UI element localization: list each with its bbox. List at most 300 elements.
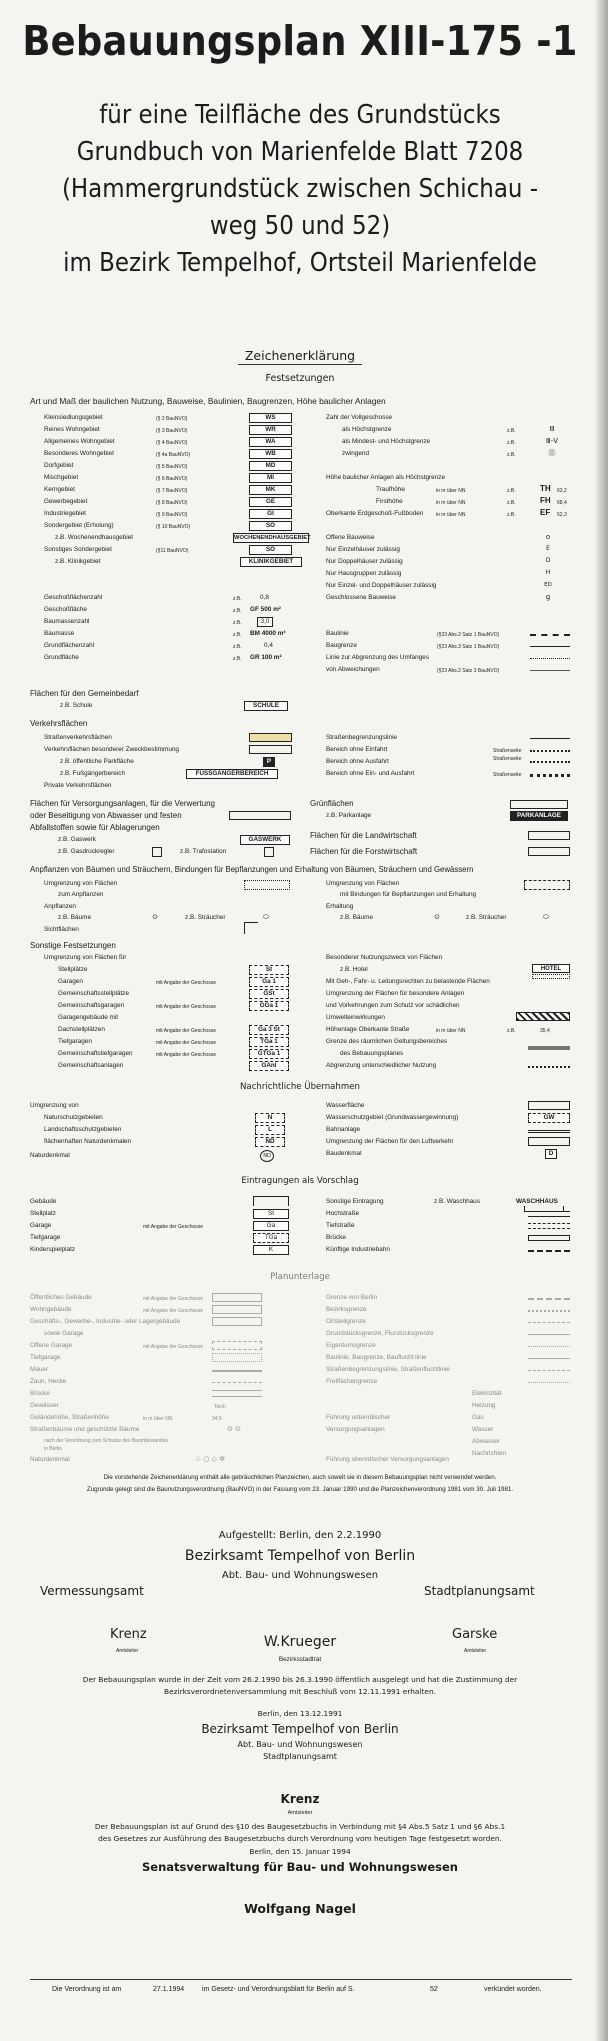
bindung-swatch [524, 880, 570, 890]
pu-left: Geländehöhe, Straßenhöhe [30, 1414, 109, 1421]
sonstige-note: mit Angabe der Geschosse [156, 1004, 217, 1010]
vorschlag-code: K [253, 1245, 289, 1255]
umwelt-swatch [516, 1012, 570, 1021]
sicht-label: Sichtflächen [44, 926, 79, 933]
nachricht-code: N [255, 1113, 285, 1123]
verkehr-item: z.B. Fußgängerbereich [60, 770, 126, 777]
pu-line [528, 1370, 570, 1371]
baugrenze-label: Baugrenze [326, 642, 357, 649]
verkehr-item: Verkehrsflächen besonderer Zweckbestimmung [44, 746, 179, 753]
vorschlag-left: Stellplatz [30, 1210, 56, 1217]
abgrenzung-line [528, 1066, 570, 1068]
parkanlage-box: PARKANLAGE [510, 811, 568, 821]
gasdruck-label: z.B. Gasdruckregler [58, 848, 115, 855]
pu-left: Offene Garage [30, 1342, 73, 1349]
sonstige-note: mit Angabe der Geschosse [156, 980, 217, 986]
hoehe-value: 52,3 [557, 512, 567, 518]
bahnanlage-line [528, 1130, 570, 1133]
nachricht-code: L [255, 1125, 285, 1135]
pu-line [528, 1346, 570, 1347]
versorgung-head: Abfallstoffen sowie für Ablagerungen [30, 823, 160, 832]
art-ref: (§ 4 BauNVO) [156, 440, 188, 446]
pu-right: Ortsteilgrenze [326, 1318, 366, 1325]
senatsverwaltung: Senatsverwaltung für Bau- und Wohnungswesen [142, 1860, 458, 1874]
art-code: WS [249, 413, 292, 423]
legend-title: Zeichenerklärung [244, 348, 356, 363]
art-code: MI [249, 473, 292, 483]
landwirtschaft-label: Flächen für die Landwirtschaft [310, 831, 417, 840]
ohne-ein-ausfahrt-line [530, 774, 570, 777]
note-2: Zugrunde gelegt sind die Baunutzungsverordnung (BauNVO) in der Fassung vom 23. Januar 1990 und die Planzeichenverordnung 1981 vom 30. Juli 1981. [86, 1486, 514, 1493]
pu-left: Brücke [30, 1390, 50, 1397]
aufgestellt: Aufgestellt: Berlin, den 2.2.1990 [218, 1530, 382, 1541]
verkehr-right: Bereich ohne Ausfahrt [326, 758, 389, 765]
pu-right: Versorgungsanlagen [326, 1426, 385, 1433]
schule-box: SCHULE [244, 701, 288, 711]
art-label: Dorfgebiet [44, 462, 74, 469]
footer-page: 52 [430, 1986, 438, 1993]
art-label: Allgemeines Wohngebiet [44, 438, 115, 445]
hoehe-code: FH [540, 496, 551, 505]
pu-vers: Elektrizität [472, 1390, 502, 1397]
hoehe-value: 68,4 [557, 500, 567, 506]
art-ref: (§ 4a BauNVO) [156, 452, 191, 458]
anpflanzen-right: z.B. Bäume [340, 914, 374, 921]
anpflanzen-left: zum Anpflanzen [58, 891, 104, 898]
hoehe-label: Oberkante Erdgeschoß-Fußboden [326, 510, 424, 517]
vollgeschosse-symbol: Ⅲ [549, 425, 555, 433]
nachricht-right: Baudenkmal [326, 1150, 362, 1157]
pu-right: Grenze von Berlin [326, 1294, 378, 1301]
pu-right: Bezirksgrenze [326, 1306, 367, 1313]
sonstige-right: Besonderer Nutzungszweck von Flächen [326, 954, 443, 961]
fussgaengerbereich-box: FUSSGÄNGERBEREICH [186, 769, 278, 779]
pu-note: mit Angabe der Geschosse [143, 1344, 204, 1350]
pu-left: Tiefgarage [30, 1354, 61, 1361]
subtitle-line-1: für eine Teilfläche des Grundstücks [99, 100, 501, 130]
subtitle-line-4: weg 50 und 52) [209, 211, 391, 241]
sonstige-code: GGa 1 [249, 1001, 289, 1011]
pu-nn: in m über NN [143, 1416, 173, 1422]
nachricht-right: Umgrenzung der Flächen für den Luftverkehr [326, 1138, 454, 1145]
sonstige-right: Abgrenzung unterschiedlicher Nutzung [326, 1062, 437, 1069]
art-code: WOCHENENDHAUSGEBIET [234, 535, 311, 541]
sonstige-note: mit Angabe der Geschosse [156, 1040, 217, 1046]
signature-krueger: W.Krueger [263, 1634, 337, 1650]
vorschlag-left: Kinderspielplatz [30, 1246, 76, 1253]
bezirksamt-1: Bezirksamt Tempelhof von Berlin [184, 1548, 416, 1564]
nachricht-left: Naturdenkmal [30, 1152, 70, 1159]
art-code: WA [249, 437, 292, 447]
hochstrasse-symbol [528, 1211, 570, 1217]
mass-value: 0,4 [264, 642, 273, 649]
art-label: z.B. Wochenendhausgebiet [55, 534, 134, 541]
vorschlag-right: Tiefstraße [326, 1222, 355, 1229]
bauweise-symbol: D [545, 557, 551, 564]
art-ref: (§ 3 BauNVO) [156, 428, 188, 434]
gruen-swatch [510, 800, 568, 809]
forstwirtschaft-swatch [528, 847, 570, 856]
bauweise-label: Nur Hausgruppen zulässig [326, 570, 402, 577]
festsetzung-line-2: des Gesetzes zur Ausführung des Baugesetzbuchs durch Verordnung vom heutigen Tage festgesetzt worden. [98, 1834, 502, 1843]
art-label: z.B. Klinikgebiet [55, 558, 101, 565]
verkehr-right: Bereich ohne Ein- und Ausfahrt [326, 770, 415, 777]
sonstige-intro: Umgrenzung von Flächen für [44, 954, 127, 961]
footer-text-a: Die Verordnung ist am [52, 1986, 122, 1993]
bauweise-label: Offene Bauweise [326, 534, 375, 541]
pu-line [528, 1298, 570, 1300]
naturdenkmal-symbol: ND [260, 1150, 274, 1162]
sonstige-right: Umgrenzung der Flächen für besondere Anlagen [326, 990, 465, 997]
art-label: Kerngebiet [44, 486, 75, 493]
nn-label: in m über NN [436, 1028, 466, 1034]
sonstige-head: Sonstige Festsetzungen [30, 941, 116, 950]
art-ref: (§ 5 BauNVO) [156, 464, 188, 470]
sonstige-code: Ga 3 St [249, 1025, 289, 1035]
bauweise-symbol: g [545, 593, 551, 601]
pu-teich: Teich [214, 1404, 226, 1410]
baulinie-line [530, 634, 570, 636]
sonstige-code: TGa 1 [249, 1037, 289, 1047]
art-code: WR [249, 425, 292, 435]
pu-swatch [212, 1317, 262, 1326]
nachricht-left: Landschaftsschutzgebieten [44, 1126, 122, 1133]
subtitle-line-2: Grundbuch von Marienfelde Blatt 7208 [76, 137, 524, 167]
nachricht-left: Naturschutzgebieten [44, 1114, 103, 1121]
mass-label: Baumasse [44, 630, 75, 637]
bauweise-symbol: E [546, 545, 550, 552]
abweichung-line [530, 658, 570, 659]
sonstige-code: St [249, 965, 289, 975]
art-code: MK [249, 485, 292, 495]
vorschlag-right: Künftige Industriebahn [326, 1246, 390, 1253]
mass-value: 3,0 [257, 617, 273, 627]
pu-swatch [212, 1305, 262, 1314]
vorschlag-right: Hochstraße [326, 1210, 360, 1217]
hoehe-ref: in m über NN [436, 500, 466, 506]
vollgeschosse-label: zwingend [342, 450, 370, 457]
pu-right: Baulinie, Baugrenze, Bauflucht linie [326, 1354, 427, 1361]
pu-line [528, 1334, 570, 1335]
hoehe-label: Firsthöhe [376, 498, 403, 505]
hoehe-code: EF [540, 508, 551, 517]
zb-label: z.B. [507, 1028, 516, 1034]
tiefstrasse-symbol [528, 1223, 570, 1229]
pu-line [528, 1322, 570, 1323]
pu-line [528, 1358, 570, 1359]
mass-label: Grundflächenzahl [44, 642, 95, 649]
sonstige-code: Ga 1 [249, 977, 289, 987]
hotel-box: HOTEL [532, 964, 570, 973]
footer-date: 27.1.1994 [153, 1986, 185, 1993]
art-label: Reines Wohngebiet [44, 426, 100, 433]
sonstige-note: mit Angabe der Geschosse [156, 1028, 217, 1034]
strassenseite-label: Straßenseite [493, 756, 522, 762]
bauweise-label: Nur Einzel- und Doppelhäuser zulässig [326, 582, 437, 589]
mass-label: Baumassenzahl [44, 618, 90, 625]
pu-in-berlin: in Berlin [44, 1446, 63, 1452]
sonstige-label: Gemeinschaftsanlagen [58, 1062, 124, 1069]
signature-garske-role: Amtsleiter [464, 1648, 487, 1654]
zb-label: z.B. [233, 620, 242, 626]
pu-right: Führung oberirdischer Versorgungsanlagen [326, 1456, 449, 1463]
vorschlag-left: Gebäude [30, 1198, 57, 1205]
nachricht-code: ND [255, 1137, 285, 1147]
pu-note: mit Angabe der Geschosse [143, 1308, 204, 1314]
strauch-icon: ⬭ [263, 913, 269, 921]
bauweise-label: Nur Einzelhäuser zulässig [326, 546, 400, 553]
pu-left: Naturdenkmal [30, 1456, 70, 1463]
sonstige-label: Gemeinschaftsgaragen [58, 1002, 125, 1009]
strassenseite-label: Straßenseite [493, 748, 522, 754]
strassenverkehr-swatch [249, 733, 292, 742]
art-code: SO [249, 545, 292, 555]
hoehe-ref: in m über NN [436, 512, 466, 518]
zb-label: z.B. [233, 644, 242, 650]
baulinie-label: Baulinie [326, 630, 349, 637]
pu-line [528, 1382, 570, 1383]
waschhaus-label: WASCHHAUS [516, 1198, 558, 1205]
landwirtschaft-swatch [528, 831, 570, 840]
pu-vers: Heizung [472, 1402, 496, 1409]
forstwirtschaft-label: Flächen für die Forstwirtschaft [310, 847, 418, 856]
abweichung-line-2 [530, 670, 570, 671]
sonstige-code: GTGa 1 [249, 1049, 289, 1059]
art-ref: (§ 7 BauNVO) [156, 488, 188, 494]
signature-nagel: Wolfgang Nagel [244, 1901, 356, 1916]
vorschlag-code: Ga [253, 1221, 289, 1231]
trafo-symbol [264, 847, 274, 857]
vermessungsamt: Vermessungsamt [40, 1584, 144, 1598]
auslegung-line-1: Der Bebauungsplan wurde in der Zeit vom 26.2.1990 bis 26.3.1990 öffentlich ausgelegt und hat die Zustimmung der [82, 1675, 518, 1684]
verkehr-item: Straßenverkehrsflächen [44, 734, 112, 741]
vollgeschosse-symbol: ⑪ [548, 449, 556, 457]
signature-krueger-role: Bezirksstadtrat [278, 1656, 322, 1663]
pu-vers: Abwasser [472, 1438, 501, 1445]
zweckbestimmung-swatch [249, 745, 292, 754]
verkehr-head: Verkehrsflächen [30, 719, 88, 728]
pu-swatch [212, 1293, 262, 1302]
art-ref: (§11 BauNVO) [156, 548, 189, 554]
luftverkehr-swatch [528, 1137, 570, 1146]
anpflanzen-right: z.B. Sträucher [466, 914, 507, 921]
strassenseite-label: Straßenseite [493, 772, 522, 778]
baugrenze-ref: (§23 Abs.3 Satz 1 BauNVO) [437, 644, 500, 650]
nachricht-head: Nachrichtliche Übernahmen [240, 1082, 360, 1092]
sonstige-right: des Bebauungsplanes [340, 1050, 404, 1057]
art-label: Sondergebiet (Erholung) [44, 522, 114, 529]
pu-right: Straßenbegrenzungslinie, Straßenfluchtlinie [326, 1366, 450, 1373]
bruecke-symbol [528, 1235, 570, 1241]
plan-title: Bebauungsplan XIII-175 -1 [22, 17, 578, 65]
zb-label: z.B. [507, 512, 516, 518]
vollgeschosse-symbol: Ⅲ-Ⅴ [545, 437, 559, 445]
stadtplanungsamt: Stadtplanungsamt [424, 1584, 535, 1598]
industriebahn-line [528, 1250, 570, 1252]
sonstige-right: und Vorkehrungen zum Schutz vor schädlichen [326, 1002, 460, 1009]
pu-left: Öffentliches Gebäude [30, 1294, 92, 1301]
subtitle-line-3: (Hammergrundstück zwischen Schichau - [61, 174, 539, 204]
baugrenze-line [530, 646, 570, 647]
signature-krenz-2: Krenz [280, 1792, 320, 1806]
naturdenkmal-icons: ♧ ○ ◇ ✲ [194, 1455, 226, 1463]
pu-right: Eigentumsgrenze [326, 1342, 376, 1349]
zb-label: z.B. [233, 632, 242, 638]
gruen-item: z.B. Parkanlage [326, 812, 372, 819]
pu-nach: nach der Verordnung zum Schutze des Baumbestandes [44, 1438, 168, 1444]
zb-label: z.B. [507, 500, 516, 506]
vorschlag-note: mit Angabe der Geschosse [143, 1224, 204, 1230]
abteilung-2: Abt. Bau- und Wohnungswesen [237, 1740, 363, 1749]
abweichung-ref: (§23 Abs.2 Satz 3 BauNVO) [437, 668, 500, 674]
anpflanzen-head: Anpflanzen von Bäumen und Sträuchern, Bindungen für Bepflanzungen und Erhaltung von Bäumen, Sträuchern und Gewässern [30, 865, 474, 874]
pu-right: Führung unterirdischer [326, 1414, 391, 1421]
footer-text-c: verkündet worden. [484, 1986, 542, 1993]
bezirksamt-2: Bezirksamt Tempelhof von Berlin [201, 1722, 399, 1736]
footer-text-b: im Gesetz- und Verordnungsblatt für Berlin auf S. [202, 1986, 355, 1993]
zb-label: z.B. [507, 488, 516, 494]
vollgeschosse-head: Zahl der Vollgeschosse [326, 414, 393, 421]
strassenbegrenzung-line [530, 738, 570, 739]
gemeinbedarf-head: Flächen für den Gemeinbedarf [30, 689, 139, 698]
art-ref: (§ 9 BauNVO) [156, 512, 188, 518]
art-label: Mischgebiet [44, 474, 79, 481]
mass-label: Geschoßflächenzahl [44, 594, 103, 601]
gemeinbedarf-item: z.B. Schule [60, 702, 93, 709]
vorschlag-head: Eintragungen als Vorschlag [241, 1176, 359, 1186]
strauch-erhalt-icon: ⬭ [543, 913, 549, 921]
anpflanzen-left: Umgrenzung von Flächen [44, 880, 118, 887]
vorschlag-code: TGa [253, 1233, 289, 1243]
versorgung-head: Flächen für Versorgungsanlagen, für die Verwertung [30, 799, 216, 808]
wasserflaeche-swatch [528, 1101, 570, 1110]
berlin-date-1: Berlin, den 13.12.1991 [257, 1709, 343, 1718]
hoehe-head: Höhe baulicher Anlagen als Höchstgrenze [326, 474, 446, 481]
sonstige-label: Stellplätze [58, 966, 88, 973]
hoehenlage-value: 35,4 [540, 1028, 550, 1034]
pu-left: Geschäfts-, Gewerbe-, Industrie- oder Lagergebäude [30, 1318, 181, 1325]
nachricht-right: Wasserfläche [326, 1102, 365, 1109]
anpflanzen-left: z.B. Bäume [58, 914, 92, 921]
sonstige-note: mit Angabe der Geschosse [156, 1052, 217, 1058]
sonstige-code: GSt [249, 989, 289, 999]
art-code: SO [249, 521, 292, 531]
mass-label: Grundfläche [44, 654, 79, 661]
pu-left: Mauer [30, 1366, 49, 1373]
sonstige-label: Garagengebäude mit [58, 1014, 119, 1021]
nachricht-right: Wasserschutzgebiet (Grundwassergewinnung) [326, 1114, 459, 1121]
art-ref: (§ 8 BauNVO) [156, 500, 188, 506]
pu-line [528, 1310, 570, 1312]
versorgung-head: oder Beseitigung von Abwasser und festen [30, 811, 182, 820]
zb-label: z.B. [233, 608, 242, 614]
art-label: Sonstiges Sondergebiet [44, 546, 112, 553]
baum-erhalt-icon: ⊙ [434, 913, 440, 921]
vorschlag-left: Tiefgarage [30, 1234, 61, 1241]
anpflanzen-swatch [244, 880, 290, 890]
pu-note: mit Angabe der Geschosse [143, 1296, 204, 1302]
mass-value: 0,8 [260, 594, 269, 601]
pu-vers: Wasser [472, 1426, 494, 1433]
verkehr-item: Private Verkehrsflächen [44, 782, 112, 789]
art-label: Besonderes Wohngebiet [44, 450, 114, 457]
pu-vers: Gas [472, 1414, 484, 1421]
ohne-einfahrt-line [530, 750, 570, 752]
gaswerk-label: z.B. Gaswerk [58, 836, 96, 843]
signature-garske: Garske [452, 1627, 498, 1642]
sicht-symbol [244, 922, 258, 934]
pu-left: Zaun, Hecke [30, 1378, 67, 1385]
pu-swatch [212, 1353, 262, 1362]
nachricht-left: Umgrenzung von [30, 1102, 79, 1109]
hotel-boundary [532, 974, 570, 979]
vorschlag-code: St [253, 1209, 289, 1219]
versorgung-swatch [229, 811, 291, 820]
gasdruck-symbol [152, 847, 162, 857]
zb-label: z.B. [507, 428, 516, 434]
art-code: GI [249, 509, 292, 519]
art-label: Industriegebiet [44, 510, 86, 517]
baudenkmal-box: D [545, 1149, 557, 1159]
footer-rule [30, 1979, 572, 1980]
hoehe-ref: in m über NN [436, 488, 466, 494]
abteilung-1: Abt. Bau- und Wohnungswesen [221, 1570, 379, 1581]
anpflanzen-left: z.B. Sträucher [185, 914, 226, 921]
sonstige-label: Gemeinschaftsstellplätze [58, 990, 130, 997]
sonstige-code: GAnl [249, 1061, 289, 1071]
art-code: WB [249, 449, 292, 459]
bauweise-symbol: ED [544, 582, 552, 588]
art-heading: Art und Maß der baulichen Nutzung, Bauweise, Baulinien, Baugrenzen, Höhe baulicher Anlagen [30, 396, 386, 406]
subtitle-line-5: im Bezirk Tempelhof, Ortsteil Marienfelde [63, 248, 537, 278]
signature-krenz: Krenz [110, 1627, 147, 1642]
bauweise-label: Geschlossene Bauweise [326, 594, 396, 601]
anpflanzen-right: Erhaltung [326, 903, 354, 910]
zb-label: z.B. [507, 452, 516, 458]
sonstige-label: Tiefgaragen [58, 1038, 92, 1045]
pu-left: Straßenbäume und geschützte Bäume [30, 1426, 140, 1433]
auslegung-line-2: Bezirksverordnetenversammlung mit Beschluß vom 12.11.1991 erhalten. [164, 1687, 436, 1696]
pu-left: Wohngebäude [30, 1306, 72, 1313]
berlin-date-2: Berlin, den 15. Januar 1994 [249, 1847, 351, 1856]
art-code: MD [249, 461, 292, 471]
art-code: GE [249, 497, 292, 507]
art-ref: (§ 10 BauNVO) [156, 524, 191, 530]
stadtplanungsamt-2: Stadtplanungsamt [263, 1752, 337, 1761]
zaun-line [212, 1382, 262, 1383]
art-label: Kleinsiedlungsgebiet [44, 414, 103, 421]
trafo-label: z.B. Trafostation [180, 848, 227, 855]
nachricht-left: flächenhaften Naturdenkmalen [44, 1138, 132, 1145]
art-code: KLINIKGEBIET [240, 557, 302, 567]
legend-title-underline [238, 364, 362, 365]
bauweise-symbol: H [545, 569, 551, 576]
pu-swatch [212, 1341, 262, 1350]
festsetzung-line-1: Der Bebauungsplan ist auf Grund des §10 des Baugesetzbuchs in Verbindung mit §4 Abs.5 Satz 1 und §6 Abs.1 [94, 1822, 506, 1831]
art-label: Gewerbegebiet [44, 498, 88, 505]
zb-label: z.B. [233, 656, 242, 662]
vorschlag-zb: z.B. Waschhaus [434, 1198, 480, 1205]
abweichung-label-2: von Abweichungen [326, 666, 380, 673]
sonstige-right: Höhenlage Oberkante Straße [326, 1026, 410, 1033]
planunterlage-head: Planunterlage [270, 1272, 330, 1282]
pu-vers: Nachrichten [472, 1450, 507, 1457]
festsetzungen-heading: Festsetzungen [265, 373, 335, 384]
zb-label: z.B. [507, 440, 516, 446]
baulinie-ref: (§23 Abs.2 Satz 1 BauNVO) [437, 632, 500, 638]
signature-krenz-2-role: Amtsleiter [287, 1810, 313, 1816]
hoehe-value: 63,2 [557, 488, 567, 494]
